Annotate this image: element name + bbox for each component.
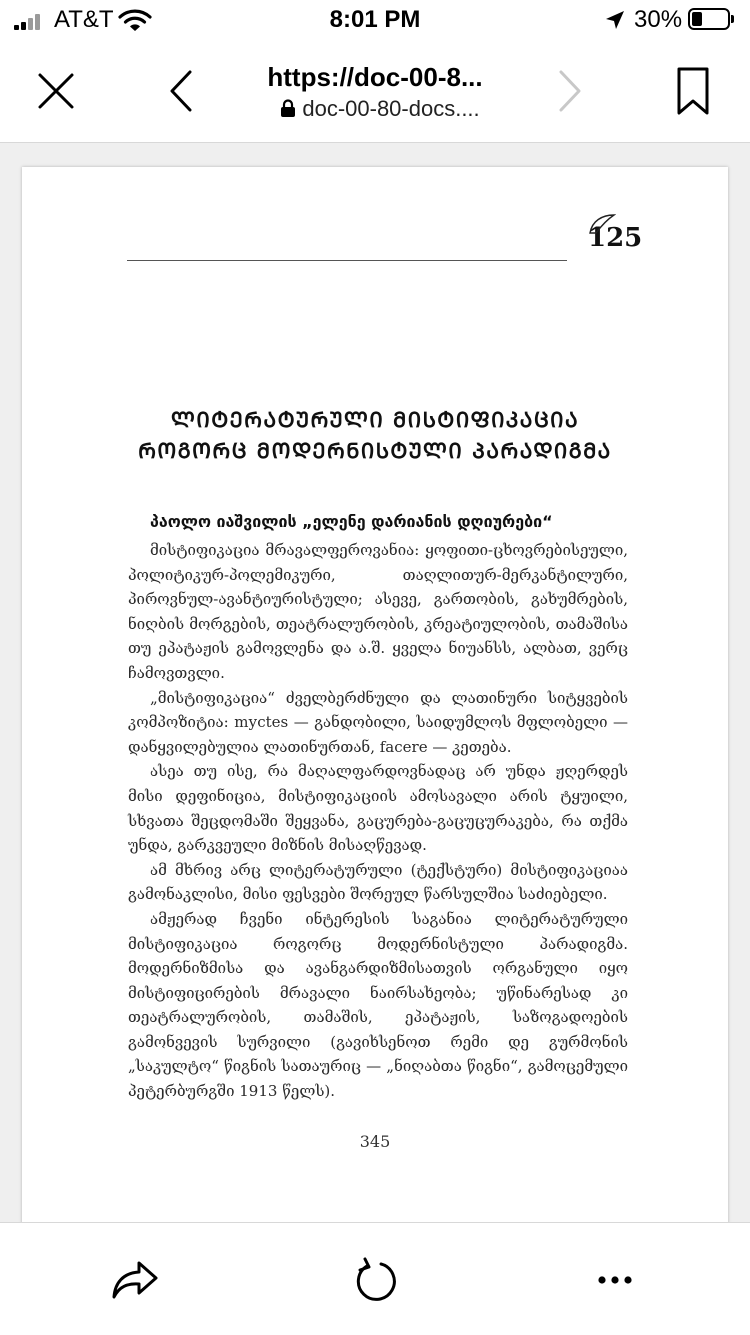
battery-fill — [692, 12, 702, 26]
paragraph: ამ მხრივ არც ლიტერატურული (ტექსტური) მისტიფიკაციაა გამონაკლისი, მისი ფესვები შორეულ წარსულშია საძიებელი. — [128, 860, 628, 904]
page-number: 345 — [359, 1132, 391, 1151]
bookmark-button[interactable] — [668, 66, 718, 116]
forward-icon — [558, 70, 582, 112]
back-icon — [169, 70, 193, 112]
browser-toolbar — [0, 42, 750, 143]
status-bar — [0, 0, 750, 42]
share-button[interactable] — [108, 1253, 162, 1307]
chapter-title-line-2: ᲠᲝᲒᲝᲠᲪ ᲛᲝᲓᲔᲠᲜᲘᲡᲢᲣᲚᲘ ᲞᲐᲠᲐᲓᲘᲒᲛᲐ — [138, 439, 612, 463]
header-rule — [127, 260, 567, 261]
status-time: 8:01 PM — [329, 6, 421, 33]
close-icon — [37, 72, 75, 110]
url-domain-text: doc-00-80-docs.... — [302, 96, 480, 121]
document-page — [22, 167, 728, 1222]
share-icon — [111, 1259, 159, 1301]
location-arrow-icon — [605, 10, 625, 35]
more-icon — [597, 1275, 633, 1285]
paragraph: მისტიფიკაცია მრავალფეროვანია: ყოფითი-ცხოვრებისეული, პოლიტიკურ-პოლემიკური, თაღლითურ-მერკანტილური, პიროვნულ-ავანტიურისტული; ასევე, გართობის, გახუმრების, ნიღბის მორგების, თეატრალურობის, კრეატიულობის, თამაშისა თუ ეპატაჟის გამოვლენა და ა.შ. ყველა ნიუანსს, ალბათ, ვერც ჩამოვთვლი. — [128, 541, 628, 682]
reload-icon — [353, 1257, 397, 1303]
section-subheading: პაოლო იაშვილის „ელენე დარიანის დღიურები“ — [150, 512, 553, 531]
header-page-number: 125 — [588, 223, 643, 253]
page-url-title[interactable]: https://doc-00-8... — [267, 62, 483, 92]
more-options-button[interactable] — [588, 1253, 642, 1307]
forward-button[interactable] — [545, 66, 595, 116]
paragraph: „მისტიფიკაცია“ ძველბერძნული და ლათინური სიტყვების კომპოზიტია: mуctes — განდობილი, საიდუმლოს მფლობელი — დანყვილებულია ლათინურთან, facere — კეთება. — [128, 688, 628, 756]
page-url-domain[interactable] — [230, 96, 530, 124]
reload-button[interactable] — [348, 1253, 402, 1307]
back-button[interactable] — [156, 66, 206, 116]
close-button[interactable] — [31, 66, 81, 116]
bookmark-icon — [677, 67, 709, 115]
battery-icon — [688, 8, 730, 30]
chapter-title-line-1: ᲚᲘᲢᲔᲠᲐᲢᲣᲠᲣᲚᲘ ᲛᲘᲡᲢᲘᲤᲘᲙᲐᲪᲘᲐ — [170, 408, 580, 432]
lock-icon — [280, 98, 296, 124]
chapter-title — [62, 405, 688, 467]
header-page-mark — [588, 223, 642, 253]
paragraph: ასეა თუ ისე, რა მაღალფარდოვნადაც არ უნდა ჟღერდეს მისი დეფინიცია, მისტიფიკაციის ამოსავალი არის ტყუილი, სხვათა შეცდომაში შეყვანა, გაცურება-გაცუცურაკება, რა თქმა უნდა, გარკვეული მიზნის მისაღწევად. — [128, 762, 628, 855]
battery-percent: 30% — [634, 6, 683, 33]
document-viewer[interactable] — [0, 143, 750, 1222]
leaf-ornament-icon — [586, 213, 616, 235]
carrier-name: AT&T — [54, 6, 114, 33]
body-text — [128, 538, 628, 1104]
paragraph: ამჟერად ჩვენი ინტერესის საგანია ლიტერატურული მისტიფიკაცია როგორც მოდერნისტული პარადიგმა. მოდერნიზმისა და ავანგარდიზმისათვის ორგანული იყო მისტიფიცირების მრავალი ნაირსახეობა; უწინარესად კი თეატრალურობის, თამაშის, ეპატაჟის, საზოგადოების გამონვევის სურვილი (გავიხსენოთ რემი დე გურმონის „საკულტო“ წიგნის სათაურიც — „ნიღაბთა წიგნი“, გამოცემული პეტერბურგში 1913 წელს). — [128, 909, 628, 1101]
bottom-toolbar — [0, 1222, 750, 1335]
